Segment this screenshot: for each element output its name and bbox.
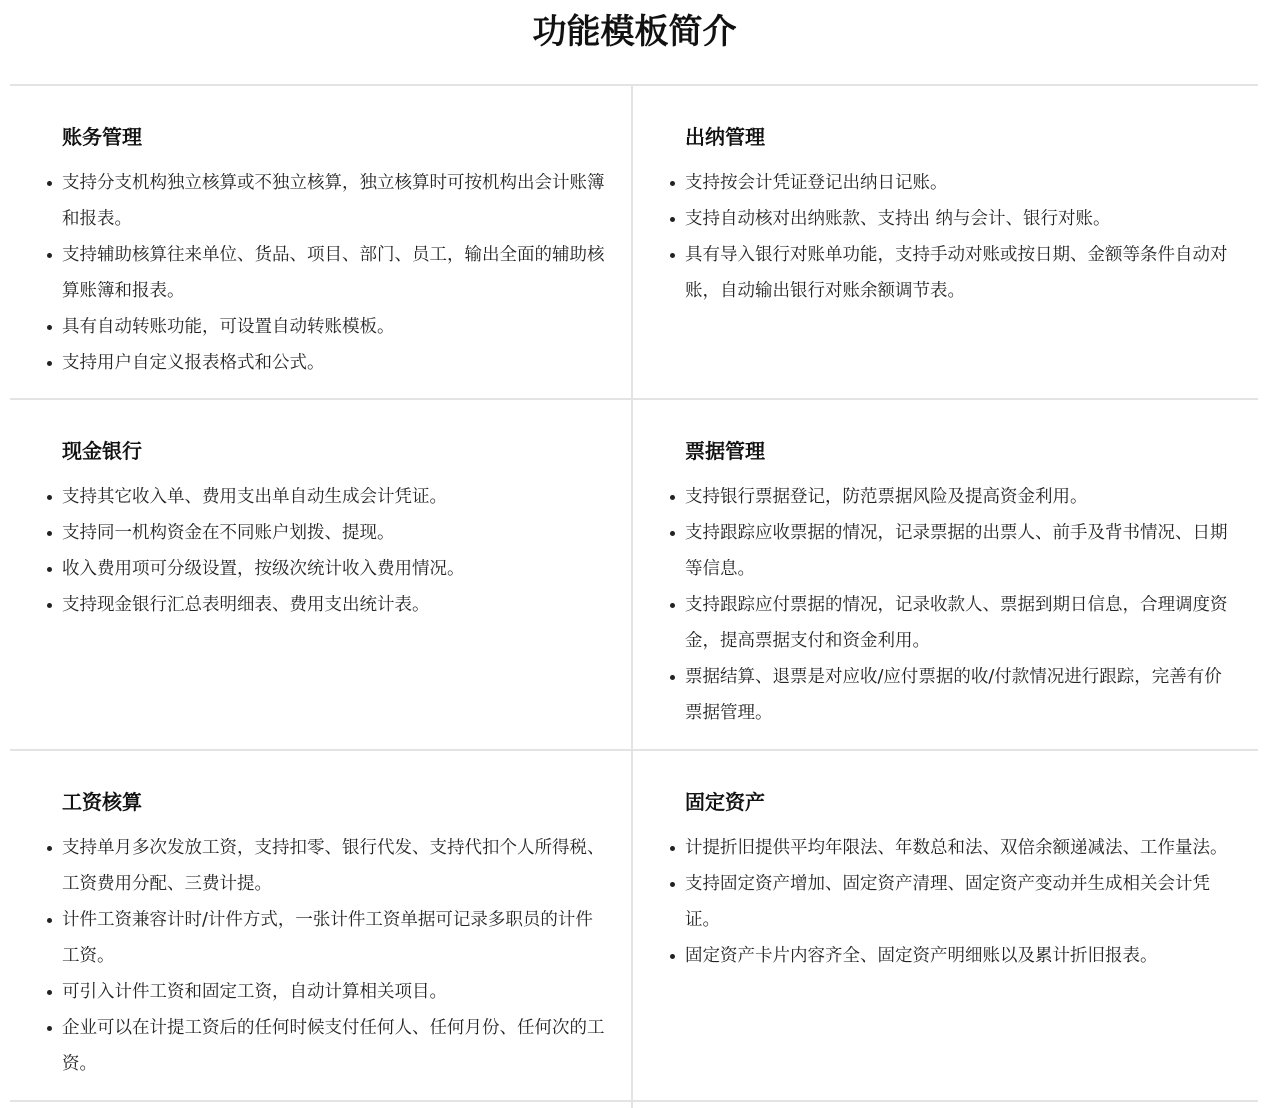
feature-row [10, 751, 1258, 1102]
feature-grid [10, 84, 1258, 1108]
feature-list [685, 830, 1230, 974]
list-item: 计提折旧提供平均年限法、年数总和法、双倍余额递减法、工作量法。 [685, 830, 1230, 866]
list-item: 支持其它收入单、费用支出单自动生成会计凭证。 [62, 479, 607, 515]
feature-title: 票据管理 [685, 439, 765, 463]
page-title: 功能模板简介 [532, 12, 737, 52]
list-item: 企业可以在计提工资后的任何时候支付任何人、任何月份、任何次的工资。 [62, 1010, 607, 1082]
feature-card-payroll [62, 751, 607, 1082]
list-item: 支持现金银行汇总表明细表、费用支出统计表。 [62, 587, 607, 623]
list-item: 支持同一机构资金在不同账户划拨、提现。 [62, 515, 607, 551]
feature-row [10, 86, 1258, 400]
list-item: 支持自动核对出纳账款、支持出 纳与会计、银行对账。 [685, 201, 1230, 237]
list-item: 支持银行票据登记，防范票据风险及提高资金利用。 [685, 479, 1230, 515]
list-item: 支持跟踪应收票据的情况，记录票据的出票人、前手及背书情况、日期等信息。 [685, 515, 1230, 587]
list-item: 可引入计件工资和固定工资，自动计算相关项目。 [62, 974, 607, 1010]
list-item: 计件工资兼容计时/计件方式，一张计件工资单据可记录多职员的计件工资。 [62, 902, 607, 974]
list-item: 支持辅助核算往来单位、货品、项目、部门、员工，输出全面的辅助核算账簿和报表。 [62, 237, 607, 309]
feature-title: 账务管理 [62, 125, 142, 149]
list-item: 支持用户自定义报表格式和公式。 [62, 345, 607, 381]
feature-list [62, 479, 607, 623]
feature-list [62, 830, 607, 1082]
feature-card-cashier [685, 86, 1230, 309]
list-item: 票据结算、退票是对应收/应付票据的收/付款情况进行跟踪，完善有价票据管理。 [685, 659, 1230, 731]
feature-title: 工资核算 [62, 790, 142, 814]
feature-title: 出纳管理 [685, 125, 765, 149]
feature-list [685, 165, 1230, 309]
feature-card-bills [685, 400, 1230, 731]
feature-list [62, 165, 607, 381]
list-item: 支持固定资产增加、固定资产清理、固定资产变动并生成相关会计凭证。 [685, 866, 1230, 938]
feature-title: 固定资产 [685, 790, 765, 814]
feature-card-accounting [62, 86, 607, 381]
list-item: 固定资产卡片内容齐全、固定资产明细账以及累计折旧报表。 [685, 938, 1230, 974]
feature-row [10, 400, 1258, 751]
feature-title: 现金银行 [62, 439, 142, 463]
list-item: 支持跟踪应付票据的情况，记录收款人、票据到期日信息，合理调度资金，提高票据支付和资金利用。 [685, 587, 1230, 659]
feature-list [685, 479, 1230, 731]
list-item: 收入费用项可分级设置，按级次统计收入费用情况。 [62, 551, 607, 587]
feature-card-cash-bank [62, 400, 607, 623]
list-item: 支持按会计凭证登记出纳日记账。 [685, 165, 1230, 201]
list-item: 支持分支机构独立核算或不独立核算，独立核算时可按机构出会计账簿和报表。 [62, 165, 607, 237]
feature-card-fixed-assets [685, 751, 1230, 974]
list-item: 支持单月多次发放工资，支持扣零、银行代发、支持代扣个人所得税、工资费用分配、三费计提。 [62, 830, 607, 902]
list-item: 具有导入银行对账单功能，支持手动对账或按日期、金额等条件自动对账，自动输出银行对账余额调节表。 [685, 237, 1230, 309]
list-item: 具有自动转账功能，可设置自动转账模板。 [62, 309, 607, 345]
column-divider [631, 86, 633, 1108]
